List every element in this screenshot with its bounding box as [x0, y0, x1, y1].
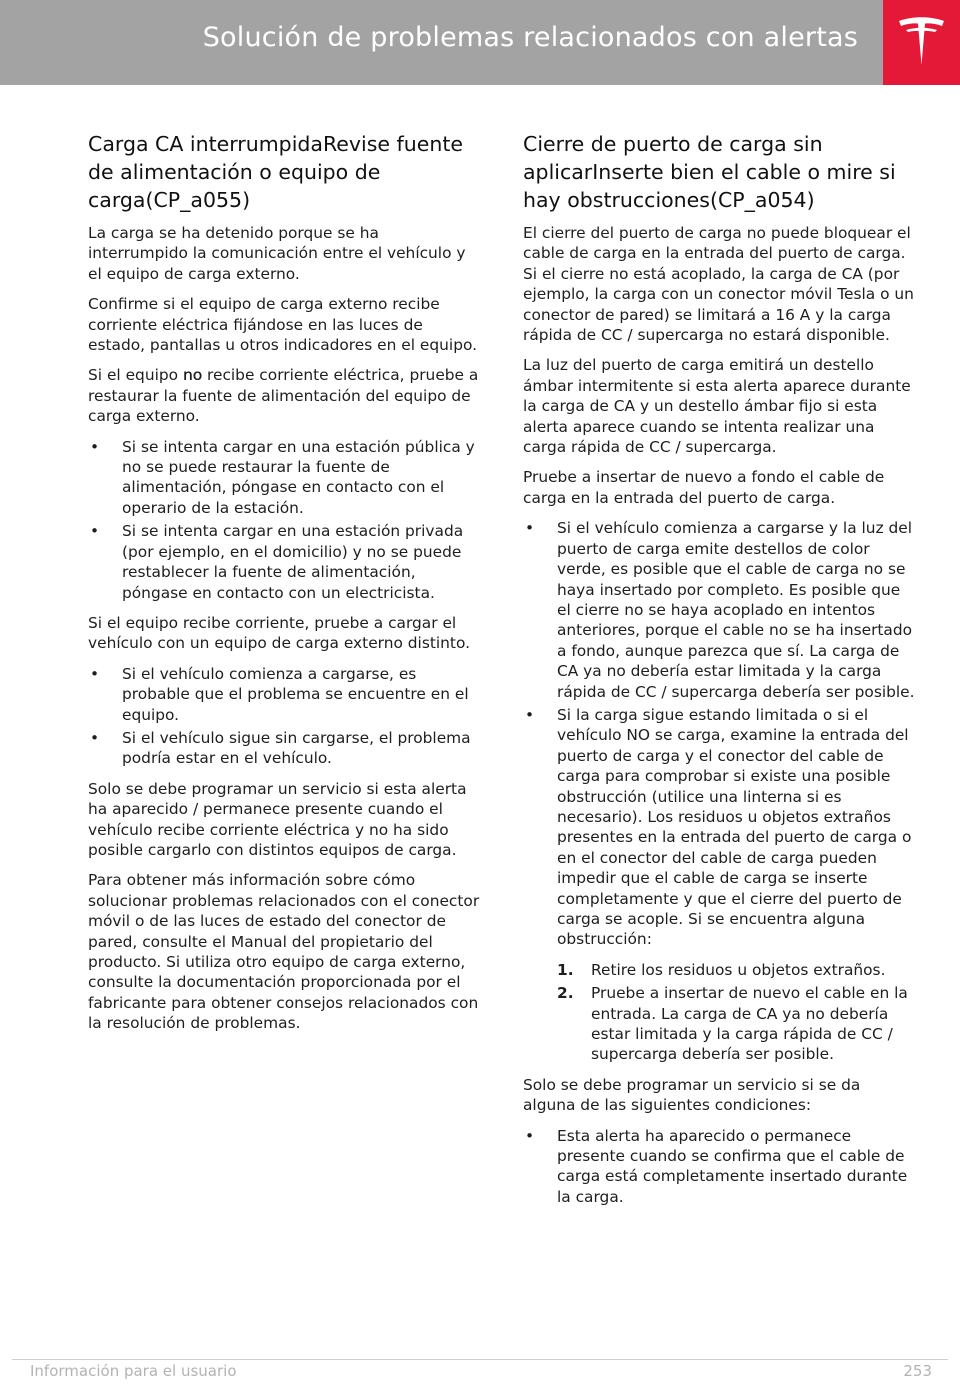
paragraph: La carga se ha detenido porque se ha interrumpido la comunicación entre el vehículo y el equipo de carga externo.	[88, 224, 466, 283]
section-heading-cp-a055: Carga CA interrumpidaRevise fuente de alimentación o equipo de carga(CP_a055)	[88, 132, 464, 212]
right-column	[523, 130, 917, 1217]
paragraph: Pruebe a insertar de nuevo a fondo el cable de carga en la entrada del puerto de carga.	[523, 468, 885, 507]
list-item: • Si el vehículo comienza a cargarse y la luz del puerto de carga emite destellos de color verde, es posible que el cable de carga no se haya insertado por completo. Es posible que el cierre no se haya acoplado en intentos anteriores, porque el cable no se ha insertado a fondo, aunque parezca que sí. La carga de CA ya no debería estar limitada y la carga rápida de CC / supercarga debería ser posible.	[523, 518, 917, 702]
left-column	[88, 130, 482, 1044]
step-text: Retire los residuos u objetos extraños.	[591, 960, 886, 979]
footer-label: Información para el usuario	[30, 1362, 237, 1380]
paragraph: Si el equipo no recibe corriente eléctrica, pruebe a restaurar la fuente de alimentación del equipo de carga externo.	[88, 366, 479, 426]
numbered-list	[557, 960, 917, 1065]
list-item: • Esta alerta ha aparecido o permanece presente cuando se confirma que el cable de carga está completamente insertado durante la carga.	[523, 1126, 917, 1208]
paragraph: El cierre del puerto de carga no puede bloquear el cable de carga en la entrada del puerto de carga. Si el cierre no está acoplado, la carga de CA (por ejemplo, la carga con un conector móvil Tesla o un conector de pared) se limitará a 16 A y la carga rápida de CC / supercarga no estará disponible.	[523, 224, 914, 345]
step-text: Pruebe a insertar de nuevo el cable en la entrada. La carga de CA ya no debería estar limitada y la carga rápida de CC / supercarga debería ser posible.	[591, 984, 908, 1064]
paragraph: Si el equipo recibe corriente, pruebe a cargar el vehículo con un equipo de carga externo distinto.	[88, 613, 470, 653]
bullet-list	[88, 664, 482, 769]
step-number: 2.	[557, 984, 574, 1003]
list-item: • Si se intenta cargar en una estación pública y no se puede restaurar la fuente de alimentación, póngase en contacto con el operario de la estación.	[88, 437, 482, 519]
step-item	[557, 960, 917, 980]
paragraph: La luz del puerto de carga emitirá un destello ámbar intermitente si esta alerta aparece durante la carga de CA y un destello ámbar fijo si esta alerta aparece cuando se intenta realizar una carga rápida de CC / supercarga.	[523, 356, 911, 457]
paragraph: Confirme si el equipo de carga externo recibe corriente eléctrica fijándose en las luces de estado, pantallas u otros indicadores en el equipo.	[88, 295, 478, 355]
list-item: • Si la carga sigue estando limitada o si el vehículo NO se carga, examine la entrada del puerto de carga y el conector del cable de carga para comprobar si existe una posible obstrucción (utilice una linterna si es necesario). Los residuos u objetos extraños presentes en la entrada del puerto de carga o en el conector del cable de carga pueden impedir que el cable de carga se inserte completamente y que el cierre del puerto de carga se acople. Si se encuentra alguna obstrucción:	[523, 705, 917, 950]
step-item	[557, 983, 917, 1065]
paragraph: Para obtener más información sobre cómo solucionar problemas relacionados con el conector móvil o de las luces de estado del conector de pared, consulte el Manual del propietario del producto. Si utiliza otro equipo de carga externo, consulte la documentación proporcionada por el fabricante para obtener consejos relacionados con la resolución de problemas.	[88, 871, 480, 1033]
list-item: • Si el vehículo comienza a cargarse, es probable que el problema se encuentre en el equipo.	[88, 664, 482, 725]
bullet-list	[88, 437, 482, 603]
tesla-logo-box	[883, 0, 960, 85]
section-heading-cp-a054: Cierre de puerto de carga sin aplicarInserte bien el cable o mire si hay obstrucciones(CP_a054)	[523, 132, 896, 212]
list-item: • Si el vehículo sigue sin cargarse, el problema podría estar en el vehículo.	[88, 728, 482, 769]
step-number: 1.	[557, 960, 574, 979]
header-title: Solución de problemas relacionados con alertas	[202, 22, 858, 53]
bullet-list	[523, 518, 917, 950]
paragraph: Solo se debe programar un servicio si esta alerta ha aparecido / permanece presente cuando el vehículo recibe corriente eléctrica y no ha sido posible cargarlo con distintos equipos de carga.	[88, 779, 467, 859]
bold-no: no	[182, 366, 203, 385]
bullet-list	[523, 1126, 917, 1208]
page-number: 253	[903, 1362, 932, 1380]
footer-divider	[12, 1359, 948, 1360]
tesla-logo-icon	[898, 17, 945, 67]
list-item: • Si se intenta cargar en una estación privada (por ejemplo, en el domicilio) y no se puede restablecer la fuente de alimentación, póngase en contacto con un electricista.	[88, 521, 482, 603]
page-header	[0, 0, 960, 85]
paragraph: Solo se debe programar un servicio si se da alguna de las siguientes condiciones:	[523, 1075, 861, 1115]
